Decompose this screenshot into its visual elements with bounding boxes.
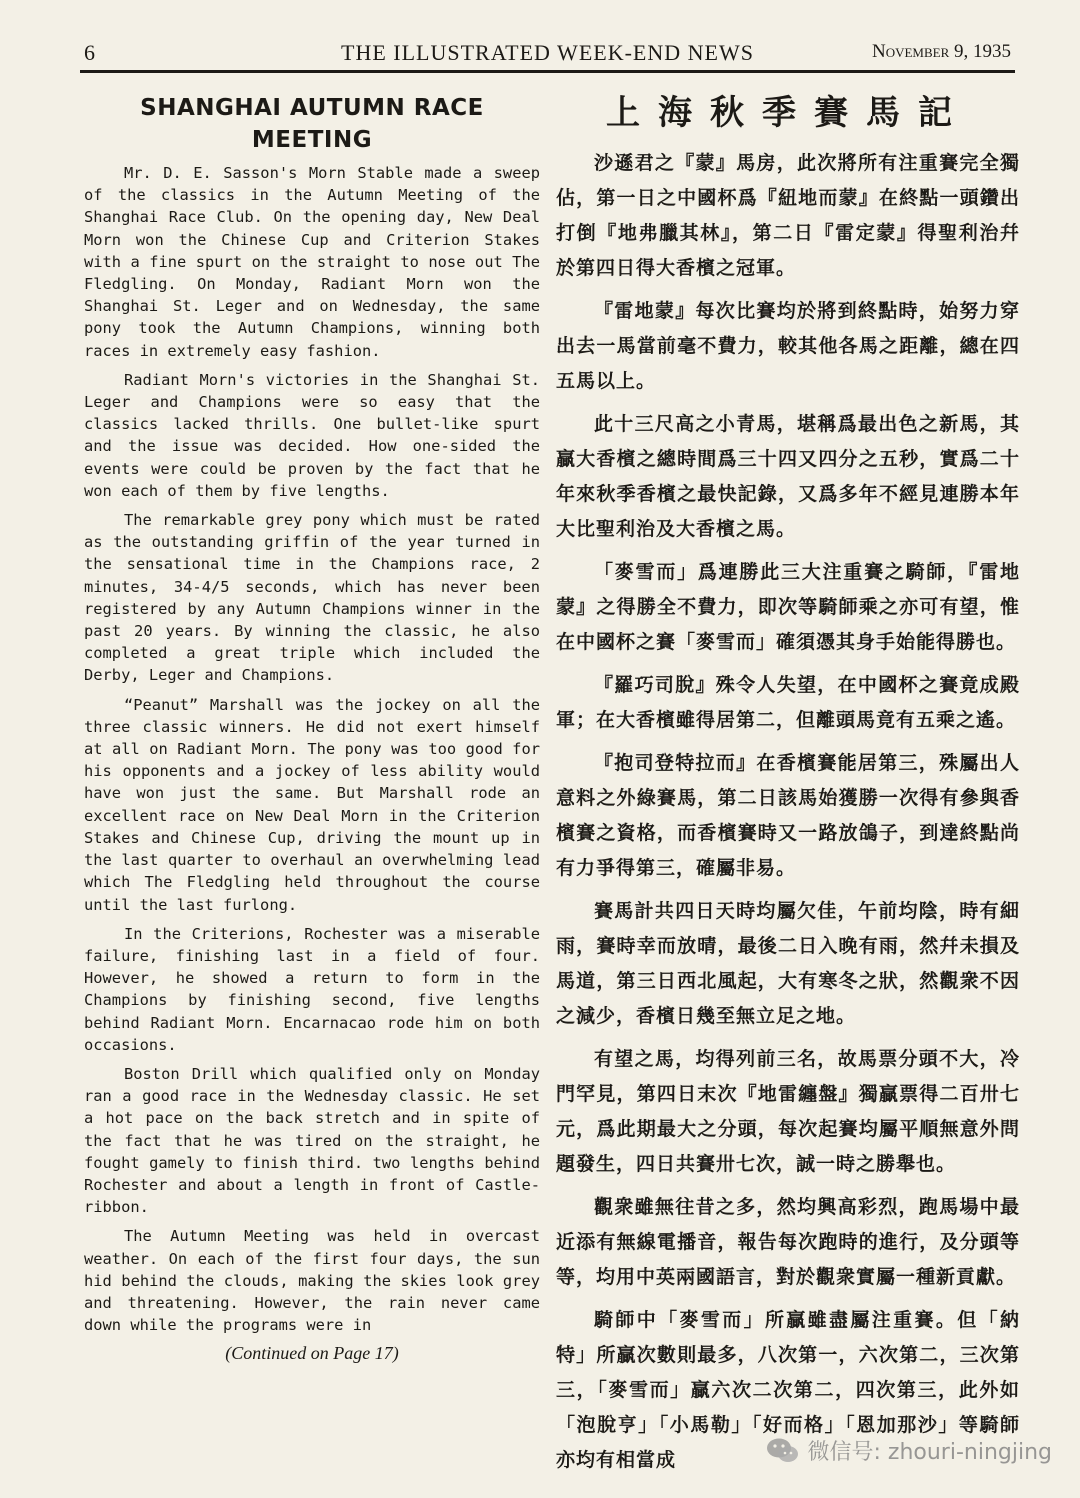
page-number: 6	[84, 40, 95, 65]
chinese-paragraph-5: 『羅巧司脫』殊令人失望，在中國杯之賽竟成殿軍；在大香檳雖得居第二，但離頭馬竟有五乘之遙。	[556, 674, 1020, 731]
english-paragraph-7: The Autumn Meeting was held in overcast weather. On each of the first four days, the sun hid behind the clouds, making the skies look grey and threatening. However, the rain never came down while the programs were in	[84, 1227, 540, 1335]
issue-date: November 9, 1935	[871, 41, 1011, 62]
chinese-paragraph-2: 『雷地蒙』每次比賽均於將到終點時，始努力穿出去一馬當前毫不費力，較其他各馬之距離，總在四五馬以上。	[556, 300, 1020, 392]
chinese-paragraph-3: 此十三尺高之小青馬，堪稱爲最出色之新馬，其贏大香檳之總時間爲三十四又四分之五秒，實爲二十年來秋季香檳之最快記錄，又爲多年不經見連勝本年大比聖利治及大香檳之馬。	[556, 413, 1020, 540]
chinese-headline: 上海秋季賽馬記	[606, 93, 970, 133]
english-paragraph-6: Boston Drill which qualified only on Monday ran a good race in the Wednesday classic. He set a hot pace on the back stretch and in spite of the fact that he was tired on the straight, he fought gamely to finish third. two lengths behind Rochester and about a length in front of Castle-ribbon.	[84, 1064, 540, 1217]
english-article	[84, 92, 540, 1472]
page-header	[80, 36, 1015, 73]
chinese-paragraph-1: 沙遜君之『蒙』馬房，此次將所有注重賽完全獨佔，第一日之中國杯爲『紐地而蒙』在終點一頭鑽出打倒『地弗臘其林』，第二日『雷定蒙』得聖利治幷於第四日得大香檳之冠軍。	[556, 152, 1020, 279]
chinese-article	[556, 90, 1020, 1480]
wechat-watermark	[766, 1435, 1053, 1466]
chinese-paragraph-4: 「麥雪而」爲連勝此三大注重賽之騎師，『雷地蒙』之得勝全不費力，即次等騎師乘之亦可有望，惟在中國杯之賽「麥雪而」確須憑其身手始能得勝也。	[556, 561, 1020, 653]
chinese-paragraph-10: 騎師中「麥雪而」所贏雖盡屬注重賽。但「納特」所贏次數則最多，八次第一，六次第二，三次第三，「麥雪而」贏六次二次第二，四次第三，此外如「泡脫亨」「小馬勒」「好而格」「恩加那沙」等騎師亦均有相當成	[556, 1309, 1020, 1471]
chinese-paragraph-9: 觀衆雖無往昔之多，然均興高彩烈，跑馬場中最近添有無線電播音，報告每次跑時的進行，及分頭等等，均用中英兩國語言，對於觀衆實屬一種新貢獻。	[556, 1196, 1020, 1288]
headline-line-2: MEETING	[251, 127, 373, 153]
chinese-paragraph-8: 有望之馬，均得列前三名，故馬票分頭不大，冷門罕見，第四日末次『地雷纏盤』獨贏票得二百卅七元，爲此期最大之分頭，每次起賽均屬平順無意外問題發生，四日共賽卅七次，誠一時之勝舉也。	[556, 1048, 1020, 1175]
wechat-icon	[766, 1437, 800, 1465]
english-paragraph-1: Mr. D. E. Sasson's Morn Stable made a sweep of the classics in the Autumn Meeting of the Shanghai Race Club. On the opening day, New Deal Morn won the Chinese Cup and Criterion Stakes with a fine spurt on the straight to nose out The Fledgling. On Monday, Radiant Morn won the Shanghai St. Leger and on Wednesday, the same pony took the Autumn Champions, winning both races in extremely easy fashion.	[84, 164, 540, 360]
english-paragraph-5: In the Criterions, Rochester was a miserable failure, finishing last in a field of four. However, he showed a return to form in the Champions by finishing second, five lengths behind Radiant Morn. Encarnacao rode him on both occasions.	[84, 924, 540, 1054]
continued-note: (Continued on Page 17)	[225, 1343, 399, 1364]
english-headline	[84, 92, 540, 156]
english-paragraph-3: The remarkable grey pony which must be rated as the outstanding griffin of the year turned in the sensational time in the Champions race, 2 minutes, 34-4/5 seconds, which has never been registered by any Autumn Champions winner in the past 20 years. By winning the classic, he also completed a great triple which included the Derby, Leger and Champions.	[84, 511, 540, 685]
publication-title: THE ILLUSTRATED WEEK-END NEWS	[341, 40, 754, 65]
english-paragraph-4: “Peanut” Marshall was the jockey on all the three classic winners. He did not exert himself at all on Radiant Morn. The pony was too good for his opponents and a jockey of less ability would have won just the same. But Marshall rode an excellent race on New Deal Morn in the Criterion Stakes and Chinese Cup, driving the mount up in the last quarter to overhaul an overwhelming lead which The Fledgling held throughout the course until the last furlong.	[84, 695, 540, 914]
watermark-text: 微信号: zhouri-ningjing	[807, 1440, 1052, 1465]
headline-line-1: SHANGHAI AUTUMN RACE	[140, 95, 484, 121]
english-paragraph-2: Radiant Morn's victories in the Shanghai St. Leger and Champions were so easy that the classics lacked thrills. One bullet-like spurt and the issue was decided. How one-sided the events were could be proven by the fact that he won each of them by five lengths.	[84, 370, 540, 500]
chinese-paragraph-7: 賽馬計共四日天時均屬欠佳，午前均陰，時有細雨，賽時幸而放晴，最後二日入晚有雨，然幷未損及馬道，第三日西北風起，大有寒冬之狀，然觀衆不因之減少，香檳日幾至無立足之地。	[556, 900, 1020, 1027]
chinese-paragraph-6: 『抱司登特拉而』在香檳賽能居第三，殊屬出人意料之外綠賽馬，第二日該馬始獲勝一次得有參與香檳賽之資格，而香檳賽時又一路放鴿子，到達終點尚有力爭得第三，確屬非易。	[556, 752, 1020, 879]
